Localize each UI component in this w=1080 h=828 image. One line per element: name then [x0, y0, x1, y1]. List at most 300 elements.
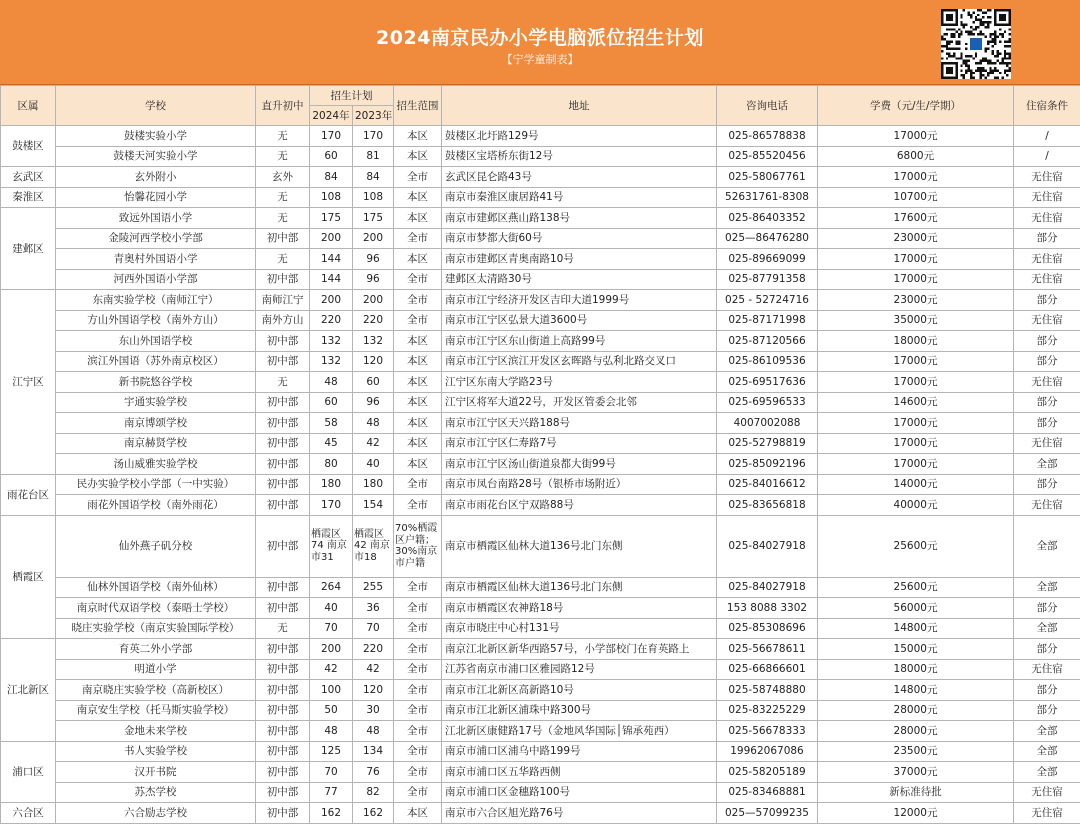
plan-2023-cell: 220	[353, 639, 394, 660]
phone-cell: 153 8088 3302	[717, 598, 818, 619]
address-cell: 南京市江宁区仁寿路7号	[442, 433, 717, 454]
plan-2023-cell: 48	[353, 721, 394, 742]
boarding-cell: 全部	[1014, 762, 1080, 783]
fee-cell: 17000元	[818, 372, 1014, 393]
direct-cell: 初中部	[256, 515, 310, 577]
school-cell: 方山外国语学校（南外方山）	[56, 310, 256, 331]
scope-cell: 本区	[394, 208, 442, 229]
fee-cell: 17000元	[818, 126, 1014, 147]
plan-2024-cell: 80	[310, 454, 353, 475]
table-row	[1, 187, 1080, 208]
fee-cell: 17000元	[818, 269, 1014, 290]
scope-cell: 本区	[394, 803, 442, 824]
scope-cell: 全市	[394, 495, 442, 516]
direct-cell: 南师江宁	[256, 290, 310, 311]
table-row	[1, 310, 1080, 331]
address-cell: 南京市江宁区天兴路188号	[442, 413, 717, 434]
table-row	[1, 146, 1080, 167]
plan-2023-cell: 82	[353, 782, 394, 803]
district-cell: 玄武区	[1, 167, 56, 188]
table-row	[1, 659, 1080, 680]
address-cell: 玄武区昆仑路43号	[442, 167, 717, 188]
phone-cell: 025-86403352	[717, 208, 818, 229]
phone-cell: 025-86578838	[717, 126, 818, 147]
boarding-cell: 无住宿	[1014, 249, 1080, 270]
fee-cell: 17000元	[818, 454, 1014, 475]
scope-cell: 本区	[394, 413, 442, 434]
school-cell: 苏杰学校	[56, 782, 256, 803]
direct-cell: 无	[256, 146, 310, 167]
plan-2023-cell: 200	[353, 290, 394, 311]
boarding-cell: 无住宿	[1014, 208, 1080, 229]
plan-2024-cell: 84	[310, 167, 353, 188]
school-cell: 青奥村外国语小学	[56, 249, 256, 270]
plan-2023-cell: 96	[353, 249, 394, 270]
header-district: 区属	[1, 86, 56, 126]
page-title: 2024南京民办小学电脑派位招生计划	[376, 27, 704, 49]
plan-2023-cell: 84	[353, 167, 394, 188]
school-cell: 致远外国语小学	[56, 208, 256, 229]
school-cell: 育英二外小学部	[56, 639, 256, 660]
scope-cell: 本区	[394, 433, 442, 454]
plan-2024-cell: 144	[310, 249, 353, 270]
phone-cell: 4007002088	[717, 413, 818, 434]
address-cell: 南京市晓庄中心村131号	[442, 618, 717, 639]
address-cell: 南京市六合区旭光路76号	[442, 803, 717, 824]
direct-cell: 无	[256, 187, 310, 208]
plan-2024-cell: 200	[310, 228, 353, 249]
table-row	[1, 413, 1080, 434]
address-cell: 南京市江北新区高新路10号	[442, 680, 717, 701]
address-cell: 南京市栖霞区仙林大道136号北门东侧	[442, 515, 717, 577]
direct-cell: 无	[256, 249, 310, 270]
phone-cell: 025-85520456	[717, 146, 818, 167]
table-row	[1, 741, 1080, 762]
direct-cell: 初中部	[256, 762, 310, 783]
plan-2023-cell: 180	[353, 474, 394, 495]
header-phone: 咨询电话	[717, 86, 818, 126]
header-plan: 招生计划	[310, 86, 394, 106]
address-cell: 南京市建邺区燕山路138号	[442, 208, 717, 229]
school-cell: 金陵河西学校小学部	[56, 228, 256, 249]
fee-cell: 15000元	[818, 639, 1014, 660]
direct-cell: 初中部	[256, 782, 310, 803]
phone-cell: 025-89669099	[717, 249, 818, 270]
boarding-cell: 无住宿	[1014, 659, 1080, 680]
enrollment-table	[0, 85, 1080, 824]
boarding-cell: 部分	[1014, 331, 1080, 352]
header-2023: 2023年	[353, 106, 394, 126]
scope-cell: 全市	[394, 762, 442, 783]
phone-cell: 025-83468881	[717, 782, 818, 803]
fee-cell: 12000元	[818, 803, 1014, 824]
phone-cell: 025-86109536	[717, 351, 818, 372]
plan-2024-cell: 108	[310, 187, 353, 208]
header-boarding: 住宿条件	[1014, 86, 1080, 126]
direct-cell: 初中部	[256, 721, 310, 742]
district-cell: 鼓楼区	[1, 126, 56, 167]
school-cell: 河西外国语小学部	[56, 269, 256, 290]
direct-cell: 初中部	[256, 433, 310, 454]
address-cell: 南京市栖霞区仙林大道136号北门东侧	[442, 577, 717, 598]
plan-2024-cell: 50	[310, 700, 353, 721]
phone-cell: 025-87120566	[717, 331, 818, 352]
address-cell: 鼓楼区宝塔桥东街12号	[442, 146, 717, 167]
direct-cell: 无	[256, 126, 310, 147]
plan-2023-cell: 60	[353, 372, 394, 393]
phone-cell: 025-56678333	[717, 721, 818, 742]
boarding-cell: 无住宿	[1014, 187, 1080, 208]
plan-2023-cell: 76	[353, 762, 394, 783]
phone-cell: 025-58748880	[717, 680, 818, 701]
table-row	[1, 618, 1080, 639]
boarding-cell: 部分	[1014, 290, 1080, 311]
plan-2023-cell: 120	[353, 351, 394, 372]
direct-cell: 初中部	[256, 598, 310, 619]
address-cell: 鼓楼区北圩路129号	[442, 126, 717, 147]
plan-2024-cell: 58	[310, 413, 353, 434]
direct-cell: 玄外	[256, 167, 310, 188]
fee-cell: 40000元	[818, 495, 1014, 516]
boarding-cell: 全部	[1014, 721, 1080, 742]
direct-cell: 初中部	[256, 803, 310, 824]
address-cell: 南京市栖霞区农神路18号	[442, 598, 717, 619]
page-subtitle: 【宁学童制表】	[501, 53, 579, 66]
table-row	[1, 700, 1080, 721]
address-cell: 建邺区太清路30号	[442, 269, 717, 290]
plan-2023-cell: 170	[353, 126, 394, 147]
address-cell: 南京市凤台南路28号（银桥市场附近）	[442, 474, 717, 495]
phone-cell: 025-85092196	[717, 454, 818, 475]
header-address: 地址	[442, 86, 717, 126]
table-row	[1, 351, 1080, 372]
plan-2024-cell: 100	[310, 680, 353, 701]
school-cell: 南京博颂学校	[56, 413, 256, 434]
plan-2024-cell: 125	[310, 741, 353, 762]
plan-2024-cell: 40	[310, 598, 353, 619]
boarding-cell: /	[1014, 126, 1080, 147]
plan-2023-cell: 96	[353, 269, 394, 290]
table-row	[1, 126, 1080, 147]
address-cell: 南京市梦都大街60号	[442, 228, 717, 249]
phone-cell: 025—86476280	[717, 228, 818, 249]
school-cell: 南京晓庄实验学校（高新校区）	[56, 680, 256, 701]
scope-cell: 全市	[394, 659, 442, 680]
fee-cell: 35000元	[818, 310, 1014, 331]
district-cell: 秦淮区	[1, 187, 56, 208]
boarding-cell: 无住宿	[1014, 782, 1080, 803]
table-row	[1, 372, 1080, 393]
phone-cell: 025-85308696	[717, 618, 818, 639]
scope-cell: 本区	[394, 249, 442, 270]
scope-cell: 全市	[394, 618, 442, 639]
school-cell: 南京赫贤学校	[56, 433, 256, 454]
direct-cell: 初中部	[256, 577, 310, 598]
school-cell: 雨花外国语学校（南外雨花）	[56, 495, 256, 516]
direct-cell: 初中部	[256, 351, 310, 372]
phone-cell: 025-83656818	[717, 495, 818, 516]
boarding-cell: 无住宿	[1014, 433, 1080, 454]
school-cell: 仙外燕子矶分校	[56, 515, 256, 577]
fee-cell: 14800元	[818, 618, 1014, 639]
page-header	[0, 0, 1080, 85]
table-row	[1, 167, 1080, 188]
plan-2024-cell: 77	[310, 782, 353, 803]
scope-cell: 全市	[394, 269, 442, 290]
direct-cell: 初中部	[256, 474, 310, 495]
address-cell: 南京市雨花台区宁双路88号	[442, 495, 717, 516]
fee-cell: 23500元	[818, 741, 1014, 762]
table-body	[1, 126, 1080, 824]
table-row	[1, 208, 1080, 229]
direct-cell: 初中部	[256, 269, 310, 290]
fee-cell: 56000元	[818, 598, 1014, 619]
phone-cell: 025-58067761	[717, 167, 818, 188]
plan-2024-cell: 栖霞区74 南京市31	[310, 515, 353, 577]
fee-cell: 23000元	[818, 290, 1014, 311]
plan-2024-cell: 60	[310, 392, 353, 413]
phone-cell: 025-84016612	[717, 474, 818, 495]
plan-2023-cell: 162	[353, 803, 394, 824]
school-cell: 新书院悠谷学校	[56, 372, 256, 393]
address-cell: 南京市浦口区金穗路100号	[442, 782, 717, 803]
address-cell: 江宁区将军大道22号，开发区管委会北邻	[442, 392, 717, 413]
address-cell: 南京江北新区新华西路57号，小学部校门在育英路上	[442, 639, 717, 660]
header-fee: 学费（元/生/学期）	[818, 86, 1014, 126]
boarding-cell: 部分	[1014, 228, 1080, 249]
fee-cell: 23000元	[818, 228, 1014, 249]
phone-cell: 025-52798819	[717, 433, 818, 454]
boarding-cell: 无住宿	[1014, 167, 1080, 188]
address-cell: 江苏省南京市浦口区雅园路12号	[442, 659, 717, 680]
scope-cell: 70%栖霞区户籍；30%南京市户籍	[394, 515, 442, 577]
table-row	[1, 782, 1080, 803]
school-cell: 东山外国语学校	[56, 331, 256, 352]
phone-cell: 025-87171998	[717, 310, 818, 331]
scope-cell: 本区	[394, 146, 442, 167]
scope-cell: 全市	[394, 228, 442, 249]
table-row	[1, 433, 1080, 454]
plan-2023-cell: 48	[353, 413, 394, 434]
plan-2024-cell: 200	[310, 290, 353, 311]
plan-2023-cell: 255	[353, 577, 394, 598]
fee-cell: 新标准待批	[818, 782, 1014, 803]
boarding-cell: 全部	[1014, 741, 1080, 762]
plan-2024-cell: 200	[310, 639, 353, 660]
district-cell: 浦口区	[1, 741, 56, 803]
phone-cell: 025-83225229	[717, 700, 818, 721]
scope-cell: 全市	[394, 782, 442, 803]
header-scope: 招生范围	[394, 86, 442, 126]
scope-cell: 本区	[394, 331, 442, 352]
plan-2023-cell: 200	[353, 228, 394, 249]
plan-2023-cell: 220	[353, 310, 394, 331]
boarding-cell: 无住宿	[1014, 310, 1080, 331]
scope-cell: 全市	[394, 741, 442, 762]
boarding-cell: /	[1014, 146, 1080, 167]
table-row	[1, 515, 1080, 577]
plan-2024-cell: 48	[310, 372, 353, 393]
plan-2024-cell: 264	[310, 577, 353, 598]
plan-2023-cell: 36	[353, 598, 394, 619]
scope-cell: 全市	[394, 639, 442, 660]
direct-cell: 初中部	[256, 639, 310, 660]
phone-cell: 52631761-8308	[717, 187, 818, 208]
plan-2024-cell: 60	[310, 146, 353, 167]
district-cell: 雨花台区	[1, 474, 56, 515]
school-cell: 金地未来学校	[56, 721, 256, 742]
plan-2024-cell: 132	[310, 351, 353, 372]
scope-cell: 全市	[394, 680, 442, 701]
address-cell: 南京市江宁经济开发区吉印大道1999号	[442, 290, 717, 311]
school-cell: 宇通实验学校	[56, 392, 256, 413]
direct-cell: 南外方山	[256, 310, 310, 331]
address-cell: 江宁区东南大学路23号	[442, 372, 717, 393]
table-row	[1, 269, 1080, 290]
boarding-cell: 部分	[1014, 351, 1080, 372]
plan-2024-cell: 175	[310, 208, 353, 229]
direct-cell: 初中部	[256, 454, 310, 475]
scope-cell: 本区	[394, 392, 442, 413]
boarding-cell: 部分	[1014, 413, 1080, 434]
address-cell: 南京市江北新区浦珠中路300号	[442, 700, 717, 721]
plan-2024-cell: 132	[310, 331, 353, 352]
district-cell: 栖霞区	[1, 515, 56, 639]
boarding-cell: 部分	[1014, 392, 1080, 413]
school-cell: 滨江外国语（苏外南京校区）	[56, 351, 256, 372]
direct-cell: 无	[256, 372, 310, 393]
fee-cell: 17600元	[818, 208, 1014, 229]
scope-cell: 本区	[394, 454, 442, 475]
school-cell: 南京时代双语学校（泰晤士学校）	[56, 598, 256, 619]
plan-2024-cell: 220	[310, 310, 353, 331]
boarding-cell: 部分	[1014, 700, 1080, 721]
district-cell: 江宁区	[1, 290, 56, 475]
school-cell: 晓庄实验学校（南京实验国际学校）	[56, 618, 256, 639]
phone-cell: 025-69596533	[717, 392, 818, 413]
fee-cell: 17000元	[818, 433, 1014, 454]
boarding-cell: 部分	[1014, 639, 1080, 660]
fee-cell: 25600元	[818, 577, 1014, 598]
direct-cell: 初中部	[256, 495, 310, 516]
school-cell: 民办实验学校小学部（一中实验）	[56, 474, 256, 495]
direct-cell: 初中部	[256, 700, 310, 721]
address-cell: 南京市浦口区五华路西侧	[442, 762, 717, 783]
plan-2023-cell: 108	[353, 187, 394, 208]
school-cell: 明道小学	[56, 659, 256, 680]
school-cell: 汉开书院	[56, 762, 256, 783]
address-cell: 南京市江宁区弘景大道3600号	[442, 310, 717, 331]
boarding-cell: 全部	[1014, 454, 1080, 475]
school-cell: 怡馨花园小学	[56, 187, 256, 208]
phone-cell: 025-69517636	[717, 372, 818, 393]
plan-2024-cell: 144	[310, 269, 353, 290]
plan-2023-cell: 30	[353, 700, 394, 721]
school-cell: 玄外附小	[56, 167, 256, 188]
table-row	[1, 803, 1080, 824]
fee-cell: 28000元	[818, 700, 1014, 721]
scope-cell: 全市	[394, 700, 442, 721]
fee-cell: 18000元	[818, 331, 1014, 352]
phone-cell: 025-84027918	[717, 515, 818, 577]
scope-cell: 全市	[394, 721, 442, 742]
plan-2023-cell: 81	[353, 146, 394, 167]
table-row	[1, 228, 1080, 249]
boarding-cell: 部分	[1014, 474, 1080, 495]
school-cell: 汤山威雅实验学校	[56, 454, 256, 475]
direct-cell: 初中部	[256, 228, 310, 249]
school-cell: 六合励志学校	[56, 803, 256, 824]
plan-2023-cell: 42	[353, 659, 394, 680]
phone-cell: 025 - 52724716	[717, 290, 818, 311]
school-cell: 东南实验学校（南师江宁）	[56, 290, 256, 311]
plan-2024-cell: 162	[310, 803, 353, 824]
address-cell: 南京市浦口区浦乌中路199号	[442, 741, 717, 762]
direct-cell: 初中部	[256, 659, 310, 680]
boarding-cell: 无住宿	[1014, 372, 1080, 393]
table-row	[1, 474, 1080, 495]
direct-cell: 初中部	[256, 741, 310, 762]
scope-cell: 全市	[394, 577, 442, 598]
fee-cell: 37000元	[818, 762, 1014, 783]
boarding-cell: 全部	[1014, 618, 1080, 639]
address-cell: 江北新区康健路17号（金地风华国际│锦承苑西）	[442, 721, 717, 742]
boarding-cell: 全部	[1014, 577, 1080, 598]
scope-cell: 全市	[394, 290, 442, 311]
phone-cell: 025-66866601	[717, 659, 818, 680]
header-school: 学校	[56, 86, 256, 126]
plan-2023-cell: 134	[353, 741, 394, 762]
scope-cell: 全市	[394, 167, 442, 188]
fee-cell: 17000元	[818, 351, 1014, 372]
plan-2023-cell: 132	[353, 331, 394, 352]
fee-cell: 17000元	[818, 249, 1014, 270]
plan-2024-cell: 45	[310, 433, 353, 454]
school-cell: 书人实验学校	[56, 741, 256, 762]
table-row	[1, 392, 1080, 413]
district-cell: 建邺区	[1, 208, 56, 290]
fee-cell: 14000元	[818, 474, 1014, 495]
plan-2024-cell: 170	[310, 126, 353, 147]
fee-cell: 28000元	[818, 721, 1014, 742]
district-cell: 江北新区	[1, 639, 56, 742]
header-direct: 直升初中	[256, 86, 310, 126]
plan-2024-cell: 48	[310, 721, 353, 742]
fee-cell: 17000元	[818, 167, 1014, 188]
scope-cell: 本区	[394, 351, 442, 372]
table-row	[1, 454, 1080, 475]
direct-cell: 初中部	[256, 680, 310, 701]
table-row	[1, 639, 1080, 660]
boarding-cell: 无住宿	[1014, 269, 1080, 290]
table-row	[1, 721, 1080, 742]
address-cell: 南京市秦淮区康居路41号	[442, 187, 717, 208]
boarding-cell: 无住宿	[1014, 803, 1080, 824]
address-cell: 南京市建邺区青奥南路10号	[442, 249, 717, 270]
fee-cell: 6800元	[818, 146, 1014, 167]
fee-cell: 14800元	[818, 680, 1014, 701]
boarding-cell: 全部	[1014, 515, 1080, 577]
header-2024: 2024年	[310, 106, 353, 126]
school-cell: 仙林外国语学校（南外仙林）	[56, 577, 256, 598]
table-row	[1, 598, 1080, 619]
table-row	[1, 762, 1080, 783]
direct-cell: 初中部	[256, 331, 310, 352]
boarding-cell: 无住宿	[1014, 495, 1080, 516]
table-row	[1, 290, 1080, 311]
phone-cell: 025—57099235	[717, 803, 818, 824]
table-row	[1, 331, 1080, 352]
